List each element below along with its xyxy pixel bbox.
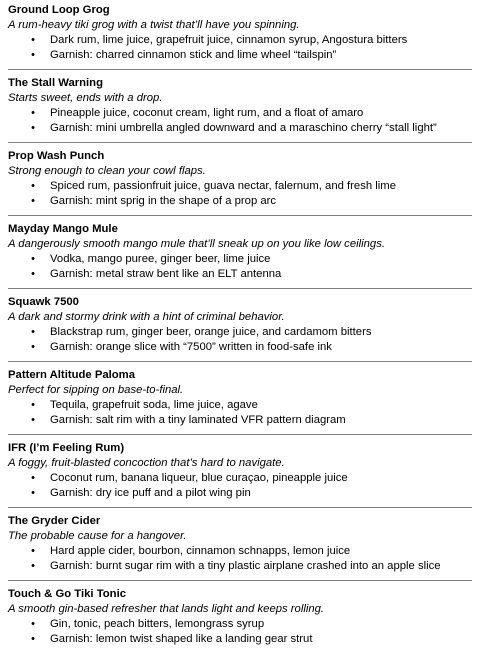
bullet-icon: • <box>31 195 35 207</box>
drink-details <box>8 33 472 63</box>
menu-item-ground-loop-grog <box>8 3 472 70</box>
bullet-icon: • <box>31 487 35 499</box>
garnish-bullet <box>8 121 472 136</box>
ingredients-bullet <box>8 179 472 194</box>
garnish-bullet <box>8 486 472 501</box>
ingredients-bullet <box>8 106 472 121</box>
drink-details <box>8 471 472 501</box>
menu-item-gryder-cider <box>8 514 472 581</box>
drink-tagline: Starts sweet, ends with a drop. <box>8 92 163 104</box>
garnish-bullet <box>8 632 472 647</box>
ingredients-bullet <box>8 252 472 267</box>
ingredients-bullet <box>8 398 472 413</box>
drink-title: Mayday Mango Mule <box>8 223 118 235</box>
bullet-icon: • <box>31 633 35 645</box>
garnish-bullet <box>8 48 472 63</box>
ingredients-text: Hard apple cider, bourbon, cinnamon schnapps, lemon juice <box>50 545 351 557</box>
drink-tagline: A dark and stormy drink with a hint of criminal behavior. <box>8 311 285 323</box>
drink-title: Touch & Go Tiki Tonic <box>8 588 126 600</box>
ingredients-text: Coconut rum, banana liqueur, blue curaçao, pineapple juice <box>50 472 348 484</box>
garnish-text: Garnish: metal straw bent like an ELT antenna <box>50 268 282 280</box>
drink-title: Squawk 7500 <box>8 296 79 308</box>
menu-item-pattern-altitude-paloma <box>8 368 472 435</box>
bullet-icon: • <box>31 253 35 265</box>
garnish-text: Garnish: burnt sugar rim with a tiny plastic airplane crashed into an apple slice <box>50 560 441 572</box>
bullet-icon: • <box>31 414 35 426</box>
drink-details <box>8 252 472 282</box>
ingredients-bullet <box>8 33 472 48</box>
drink-tagline: A rum-heavy tiki grog with a twist that’ll have you spinning. <box>8 19 300 31</box>
ingredients-text: Dark rum, lime juice, grapefruit juice, cinnamon syrup, Angostura bitters <box>50 34 408 46</box>
ingredients-bullet <box>8 617 472 632</box>
garnish-bullet <box>8 559 472 574</box>
drink-details <box>8 106 472 136</box>
drink-title: The Gryder Cider <box>8 515 101 527</box>
garnish-text: Garnish: dry ice puff and a pilot wing pin <box>50 487 251 499</box>
menu-item-touch-and-go-tiki-tonic <box>8 587 472 653</box>
drink-tagline: A smooth gin-based refresher that lands light and keeps rolling. <box>8 603 325 615</box>
garnish-text: Garnish: orange slice with “7500” written in food-safe ink <box>50 341 332 353</box>
drink-title: The Stall Warning <box>8 77 103 89</box>
drink-tagline: A dangerously smooth mango mule that’ll sneak up on you like low ceilings. <box>8 238 385 250</box>
drink-tagline: The probable cause for a hangover. <box>8 530 187 542</box>
garnish-bullet <box>8 267 472 282</box>
bullet-icon: • <box>31 107 35 119</box>
drink-tagline: Strong enough to clean your cowl flaps. <box>8 165 206 177</box>
garnish-bullet <box>8 194 472 209</box>
menu-item-prop-wash-punch <box>8 149 472 216</box>
drink-details <box>8 179 472 209</box>
ingredients-bullet <box>8 544 472 559</box>
drink-title: Ground Loop Grog <box>8 4 110 16</box>
drink-details <box>8 617 472 647</box>
bullet-icon: • <box>31 49 35 61</box>
ingredients-text: Vodka, mango puree, ginger beer, lime juice <box>50 253 271 265</box>
bullet-icon: • <box>31 560 35 572</box>
menu-item-mayday-mango-mule <box>8 222 472 289</box>
drink-tagline: A foggy, fruit-blasted concoction that’s hard to navigate. <box>8 457 285 469</box>
menu-item-ifr <box>8 441 472 508</box>
drink-title: Pattern Altitude Paloma <box>8 369 136 381</box>
menu-item-stall-warning <box>8 76 472 143</box>
drink-details <box>8 544 472 574</box>
drink-tagline: Perfect for sipping on base-to-final. <box>8 384 184 396</box>
bullet-icon: • <box>31 268 35 280</box>
ingredients-text: Spiced rum, passionfruit juice, guava nectar, falernum, and fresh lime <box>50 180 396 192</box>
garnish-bullet <box>8 413 472 428</box>
bullet-icon: • <box>31 326 35 338</box>
bullet-icon: • <box>31 545 35 557</box>
bullet-icon: • <box>31 122 35 134</box>
bullet-icon: • <box>31 34 35 46</box>
garnish-text: Garnish: mini umbrella angled downward and a maraschino cherry “stall light” <box>50 122 437 134</box>
bullet-icon: • <box>31 180 35 192</box>
bullet-icon: • <box>31 341 35 353</box>
garnish-text: Garnish: salt rim with a tiny laminated VFR pattern diagram <box>50 414 346 426</box>
bullet-icon: • <box>31 472 35 484</box>
bullet-icon: • <box>31 618 35 630</box>
garnish-text: Garnish: charred cinnamon stick and lime wheel “tailspin” <box>50 49 337 61</box>
ingredients-text: Tequila, grapefruit soda, lime juice, agave <box>50 399 258 411</box>
ingredients-bullet <box>8 471 472 486</box>
garnish-bullet <box>8 340 472 355</box>
bullet-icon: • <box>31 399 35 411</box>
menu-item-squawk-7500 <box>8 295 472 362</box>
ingredients-text: Gin, tonic, peach bitters, lemongrass syrup <box>50 618 265 630</box>
ingredients-text: Pineapple juice, coconut cream, light rum, and a float of amaro <box>50 107 364 119</box>
drink-details <box>8 325 472 355</box>
drink-title: Prop Wash Punch <box>8 150 105 162</box>
drink-title: IFR (I’m Feeling Rum) <box>8 442 125 454</box>
garnish-text: Garnish: lemon twist shaped like a landing gear strut <box>50 633 313 645</box>
drink-details <box>8 398 472 428</box>
garnish-text: Garnish: mint sprig in the shape of a prop arc <box>50 195 277 207</box>
ingredients-text: Blackstrap rum, ginger beer, orange juice, and cardamom bitters <box>50 326 372 338</box>
ingredients-bullet <box>8 325 472 340</box>
